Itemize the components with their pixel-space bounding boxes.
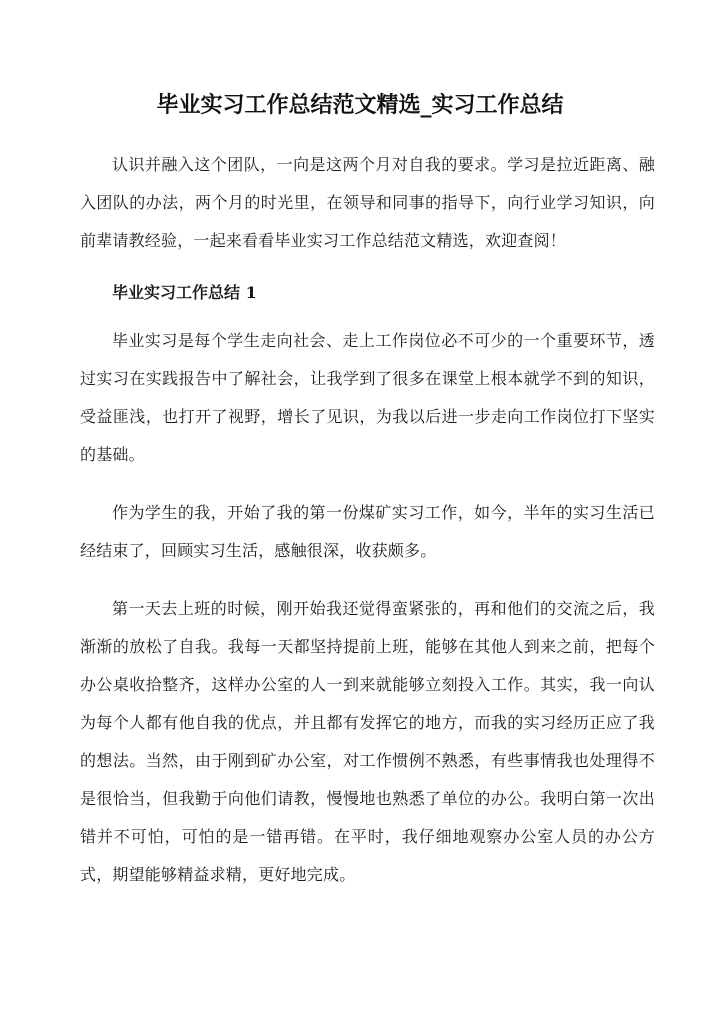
document-body	[80, 146, 655, 914]
body-paragraph-2: 作为学生的我，开始了我的第一份煤矿实习工作，如今，半年的实习生活已经结束了，回顾实习生活，感触很深，收获颇多。	[80, 503, 655, 560]
body-paragraph-3: 第一天去上班的时候，刚开始我还觉得蛮紧张的，再和他们的交流之后，我渐渐的放松了自我。我每一天都坚持提前上班，能够在其他人到来之前，把每个办公桌收拾整齐，这样办公室的人一到来就能够立刻投入工作。其实，我一向认为每个人都有他自我的优点，并且都有发挥它的地方，而我的实习经历正应了我的想法。当然，由于刚到矿办公室，对工作惯例不熟悉，有些事情我也处理得不是很恰当，但我勤于向他们请教，慢慢地也熟悉了单位的办公。我明白第一次出错并不可怕，可怕的是一错再错。在平时，我仔细地观察办公室人员的办公方式，期望能够精益求精，更好地完成。	[80, 599, 655, 884]
intro-paragraph: 认识并融入这个团队，一向是这两个月对自我的要求。学习是拉近距离、融入团队的办法，两个月的时光里，在领导和同事的指导下，向行业学习知识，向前辈请教经验，一起来看看毕业实习工作总结范文精选，欢迎查阅！	[80, 155, 655, 250]
body-paragraph-1: 毕业实习是每个学生走向社会、走上工作岗位必不可少的一个重要环节，透过实习在实践报告中了解社会，让我学到了很多在课堂上根本就学不到的知识，受益匪浅，也打开了视野，增长了见识，为我以后进一步走向工作岗位打下坚实的基础。	[80, 331, 655, 464]
document-title: 毕业实习工作总结范文精选_实习工作总结	[156, 93, 564, 118]
section-heading: 毕业实习工作总结 1	[112, 283, 257, 302]
